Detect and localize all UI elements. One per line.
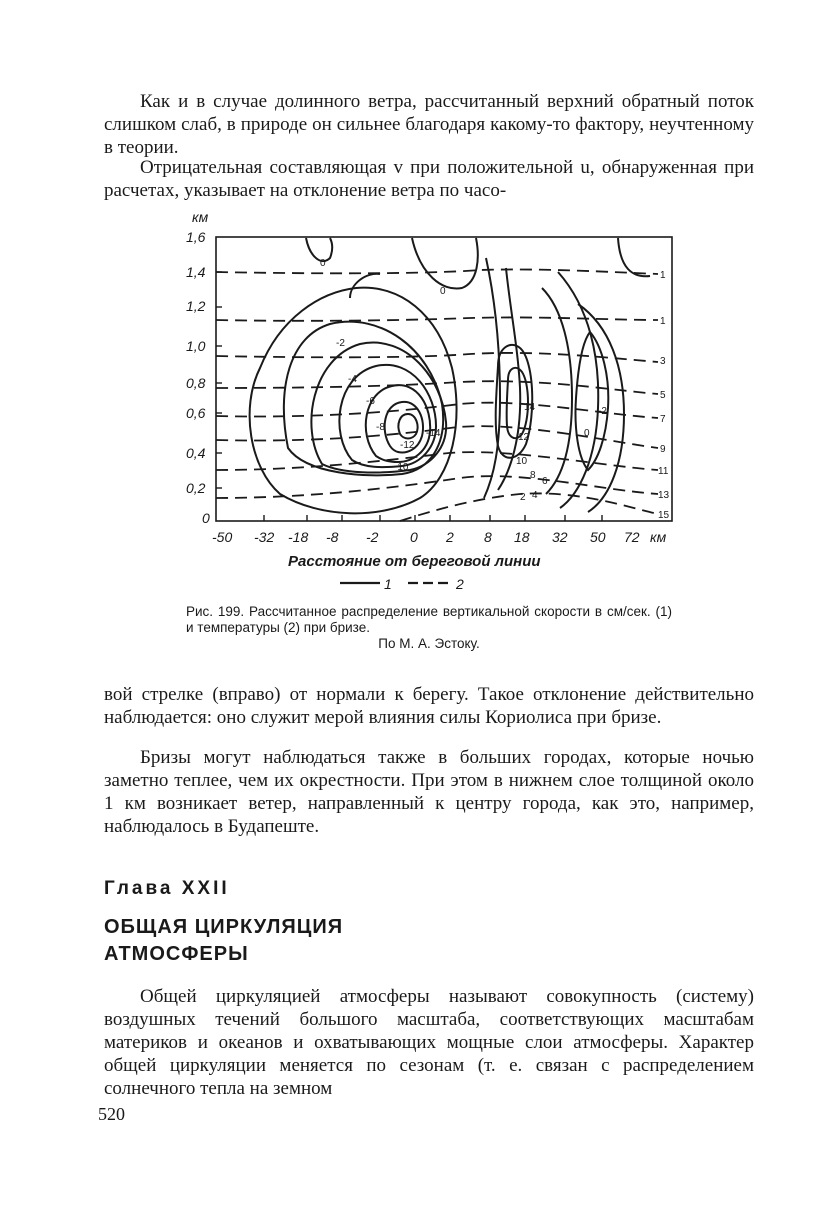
contour-label: 6 [542, 476, 548, 487]
temperature-label: 1 [660, 316, 666, 327]
legend-label: 2 [456, 576, 464, 592]
figure-legend [340, 576, 464, 592]
temperature-label: 11 [658, 466, 669, 477]
x-axis-unit: км [650, 529, 667, 545]
y-tick-label: 0 [202, 510, 210, 526]
temperature-labels [658, 270, 670, 521]
x-tick-label: 2 [446, 529, 454, 545]
temperature-label: 15 [658, 510, 670, 521]
contour-label: 8 [530, 470, 536, 481]
x-axis-ticks [212, 529, 667, 545]
y-tick-label: 0,6 [186, 405, 206, 421]
x-tick-label: 72 [624, 529, 640, 545]
x-tick-label: 18 [514, 529, 530, 545]
contour-label: -12 [400, 440, 415, 451]
paragraph-valley-wind: Как и в случае долинного ветра, рассчитанный верхний обратный поток слишком слаб, в природе он сильнее благодаря какому-то фактору, неучтенному в теории. [104, 91, 754, 158]
x-tick-label: -32 [254, 529, 275, 545]
contour-label: 4 [532, 490, 538, 501]
contour-label: 0 [584, 428, 590, 439]
contour-label: -2 [336, 338, 345, 349]
caption-main: Рис. 199. Рассчитанное распределение вертикальной скорости в см/сек. (1) и температуры (2) при бризе. [186, 604, 672, 635]
paragraph-coriolis: вой стрелке (вправо) от нормали к берегу. Такое отклонение действительно наблюдается: оно служит мерой влияния силы Кориолиса при бризе. [104, 684, 754, 728]
contour-label: 12 [518, 432, 530, 443]
section-heading [104, 914, 504, 968]
contour-label: 14 [524, 402, 536, 413]
temperature-label: 5 [660, 390, 666, 401]
x-tick-label: -2 [366, 529, 379, 545]
x-tick-label: -50 [212, 529, 233, 545]
temperature-label: 9 [660, 444, 666, 455]
x-tick-label: 8 [484, 529, 492, 545]
contour-label: -14 [426, 428, 441, 439]
velocity-contour-labels [320, 258, 607, 503]
x-tick-label: 32 [552, 529, 568, 545]
contour-label: -4 [348, 374, 357, 385]
paragraph-city-breeze: Бризы могут наблюдаться также в больших городах, которые ночью заметно теплее, чем их окрестности. При этом в нижнем слое толщиной около 1 км возникает ветер, направленный к центру города, как это, например, наблюдалось в Будапеште. [104, 747, 754, 837]
page-number: 520 [98, 1104, 125, 1124]
y-tick-label: 1,2 [186, 298, 206, 314]
x-axis-title: Расстояние от береговой линии [288, 553, 541, 570]
contour-label: 2 [520, 492, 526, 503]
y-tick-label: 1,4 [186, 264, 206, 280]
temperature-label: 13 [658, 490, 670, 501]
velocity-isolines [250, 238, 650, 513]
y-tick-label: 1,6 [186, 229, 206, 245]
caption-source: По М. А. Эстоку. [378, 636, 480, 651]
heading-line-2: АТМОСФЕРЫ [104, 943, 249, 965]
x-tick-label: -18 [288, 529, 309, 545]
chapter-title: Глава XXII [104, 878, 230, 899]
x-tick-label: 0 [410, 529, 418, 545]
y-tick-label: 0,8 [186, 375, 206, 391]
contour-label: 10 [516, 456, 528, 467]
y-axis-ticks [186, 229, 210, 526]
contour-label: 0 [320, 258, 326, 269]
contour-label: -8 [376, 422, 385, 433]
y-tick-label: 0,2 [186, 480, 206, 496]
paragraph-general-circulation: Общей циркуляцией атмосферы называют совокупность (систему) воздушных течений большого масштаба, соответствующих масштабам материков и океанов и охватывающих мощные слои атмосферы. Характер общей циркуляции меняется по сезонам (т. е. связан с распределением солнечного тепла на земном [104, 986, 754, 1099]
temperature-label: 7 [660, 414, 666, 425]
contour-label: -6 [366, 396, 375, 407]
contour-label: -10 [394, 462, 409, 473]
y-tick-label: 0,4 [186, 445, 206, 461]
y-tick-label: 1,0 [186, 338, 206, 354]
legend-label: 1 [384, 576, 392, 592]
temperature-label: 3 [660, 356, 666, 367]
contour-label: -2 [598, 406, 607, 417]
y-axis-unit: км [192, 209, 209, 225]
temperature-label: 1 [660, 270, 666, 281]
x-tick-label: 50 [590, 529, 606, 545]
figure-caption [186, 604, 672, 652]
heading-line-1: ОБЩАЯ ЦИРКУЛЯЦИЯ [104, 916, 344, 938]
x-tick-label: -8 [326, 529, 339, 545]
contour-label: 0 [440, 286, 446, 297]
breeze-figure [180, 208, 690, 600]
plot-frame [216, 237, 672, 521]
paragraph-negative-component: Отрицательная составляющая v при положительной u, обнаруженная при расчетах, указывает на отклонение ветра по часо- [104, 157, 754, 201]
